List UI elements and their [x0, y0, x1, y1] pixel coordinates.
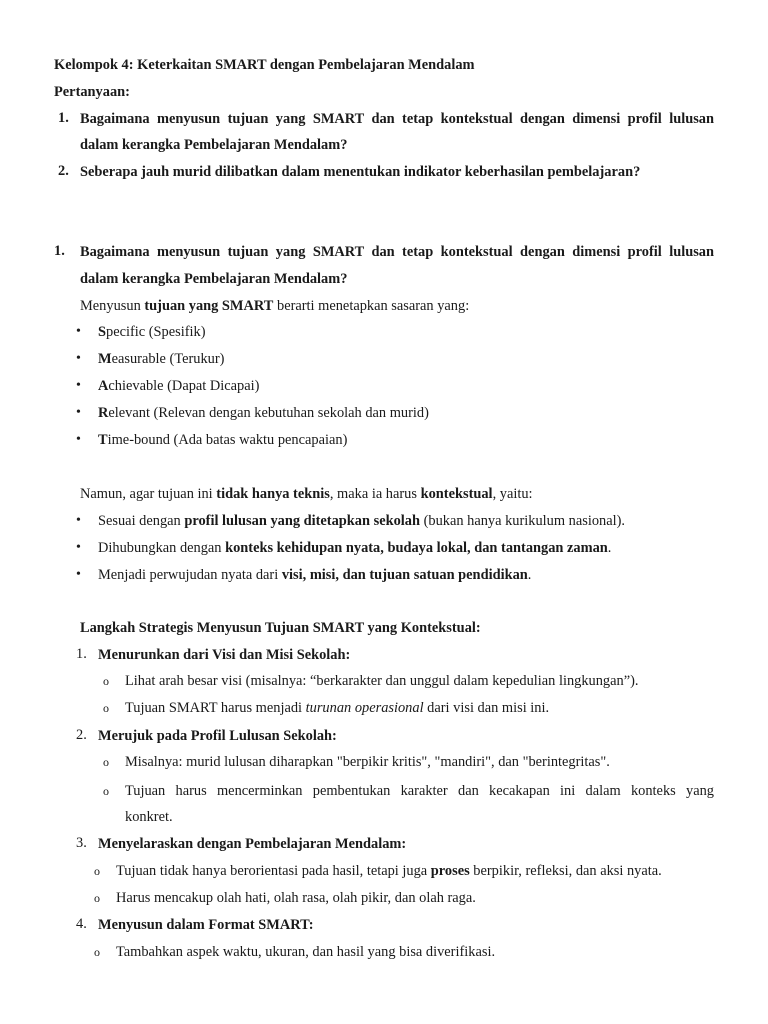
circle-bullet-icon: o — [103, 674, 109, 688]
circle-bullet-icon: o — [103, 755, 109, 769]
bullet-dot-icon: • — [76, 405, 81, 420]
step-4-number: 4. — [76, 916, 87, 932]
step-2-sub-1: Misalnya: murid lulusan diharapkan "berpikir kritis", "mandiri", dan "berintegritas". — [125, 754, 610, 770]
circle-bullet-icon: o — [94, 945, 100, 959]
step-1-number: 1. — [76, 646, 87, 662]
step-2-title: Merujuk pada Profil Lulusan Sekolah: — [98, 728, 337, 744]
questions-label: Pertanyaan: — [54, 84, 130, 100]
step-1-sub-1: Lihat arah besar visi (misalnya: “berkarakter dan unggul dalam kepedulian lingkungan”). — [125, 673, 639, 689]
smart-item-relevant: Relevant (Relevan dengan kebutuhan sekolah dan murid) — [98, 405, 429, 421]
context-item-3: Menjadi perwujudan nyata dari visi, misi, dan tujuan satuan pendidikan. — [98, 567, 532, 583]
circle-bullet-icon: o — [103, 784, 109, 798]
step-4-sub-1: Tambahkan aspek waktu, ukuran, dan hasil yang bisa diverifikasi. — [116, 944, 496, 960]
bullet-dot-icon: • — [76, 432, 81, 447]
question-2-line1: Seberapa jauh murid dilibatkan dalam menentukan indikator keberhasilan pembelajaran? — [80, 164, 641, 180]
smart-item-measurable: Measurable (Terukur) — [98, 351, 225, 367]
step-2-sub-2-line2: konkret. — [125, 809, 173, 825]
bullet-dot-icon: • — [76, 351, 81, 366]
circle-bullet-icon: o — [94, 891, 100, 905]
answer-1-number: 1. — [54, 243, 65, 259]
smart-item-specific: Specific (Spesifik) — [98, 324, 206, 340]
step-1-sub-2: Tujuan SMART harus menjadi turunan operasional dari visi dan misi ini. — [125, 700, 550, 716]
context-item-2: Dihubungkan dengan konteks kehidupan nyata, budaya lokal, dan tantangan zaman. — [98, 540, 612, 556]
context-item-1: Sesuai dengan profil lulusan yang ditetapkan sekolah (bukan hanya kurikulum nasional). — [98, 513, 626, 529]
bullet-dot-icon: • — [76, 324, 81, 339]
step-3-number: 3. — [76, 835, 87, 851]
step-3-sub-1: Tujuan tidak hanya berorientasi pada hasil, tetapi juga proses berpikir, refleksi, dan aksi nyata. — [116, 863, 662, 879]
step-2-sub-2-line1: Tujuan harus mencerminkan pembentukan karakter dan kecakapan ini dalam konteks yang — [125, 783, 714, 799]
step-3-sub-2: Harus mencakup olah hati, olah rasa, olah pikir, dan olah raga. — [116, 890, 476, 906]
bullet-dot-icon: • — [76, 513, 81, 528]
bullet-dot-icon: • — [76, 540, 81, 555]
step-4-title: Menyusun dalam Format SMART: — [98, 917, 314, 933]
question-1-number: 1. — [58, 110, 69, 126]
step-3-title: Menyelaraskan dengan Pembelajaran Mendalam: — [98, 836, 407, 852]
context-intro: Namun, agar tujuan ini tidak hanya teknis, maka ia harus kontekstual, yaitu: — [80, 486, 533, 502]
smart-intro: Menyusun tujuan yang SMART berarti menetapkan sasaran yang: — [80, 298, 470, 314]
answer-1-line2: dalam kerangka Pembelajaran Mendalam? — [80, 271, 348, 287]
document-title: Kelompok 4: Keterkaitan SMART dengan Pembelajaran Mendalam — [54, 57, 475, 73]
steps-heading: Langkah Strategis Menyusun Tujuan SMART yang Kontekstual: — [80, 620, 481, 636]
step-2-number: 2. — [76, 727, 87, 743]
bullet-dot-icon: • — [76, 567, 81, 582]
question-2-number: 2. — [58, 163, 69, 179]
answer-1-line1: Bagaimana menyusun tujuan yang SMART dan tetap kontekstual dengan dimensi profil lulusan — [80, 244, 714, 260]
question-1-line1: Bagaimana menyusun tujuan yang SMART dan tetap kontekstual dengan dimensi profil lulusan — [80, 111, 714, 127]
smart-item-achievable: Achievable (Dapat Dicapai) — [98, 378, 260, 394]
step-1-title: Menurunkan dari Visi dan Misi Sekolah: — [98, 647, 351, 663]
question-1-line2: dalam kerangka Pembelajaran Mendalam? — [80, 137, 348, 153]
bullet-dot-icon: • — [76, 378, 81, 393]
circle-bullet-icon: o — [103, 701, 109, 715]
circle-bullet-icon: o — [94, 864, 100, 878]
smart-item-timebound: Time-bound (Ada batas waktu pencapaian) — [98, 432, 348, 448]
